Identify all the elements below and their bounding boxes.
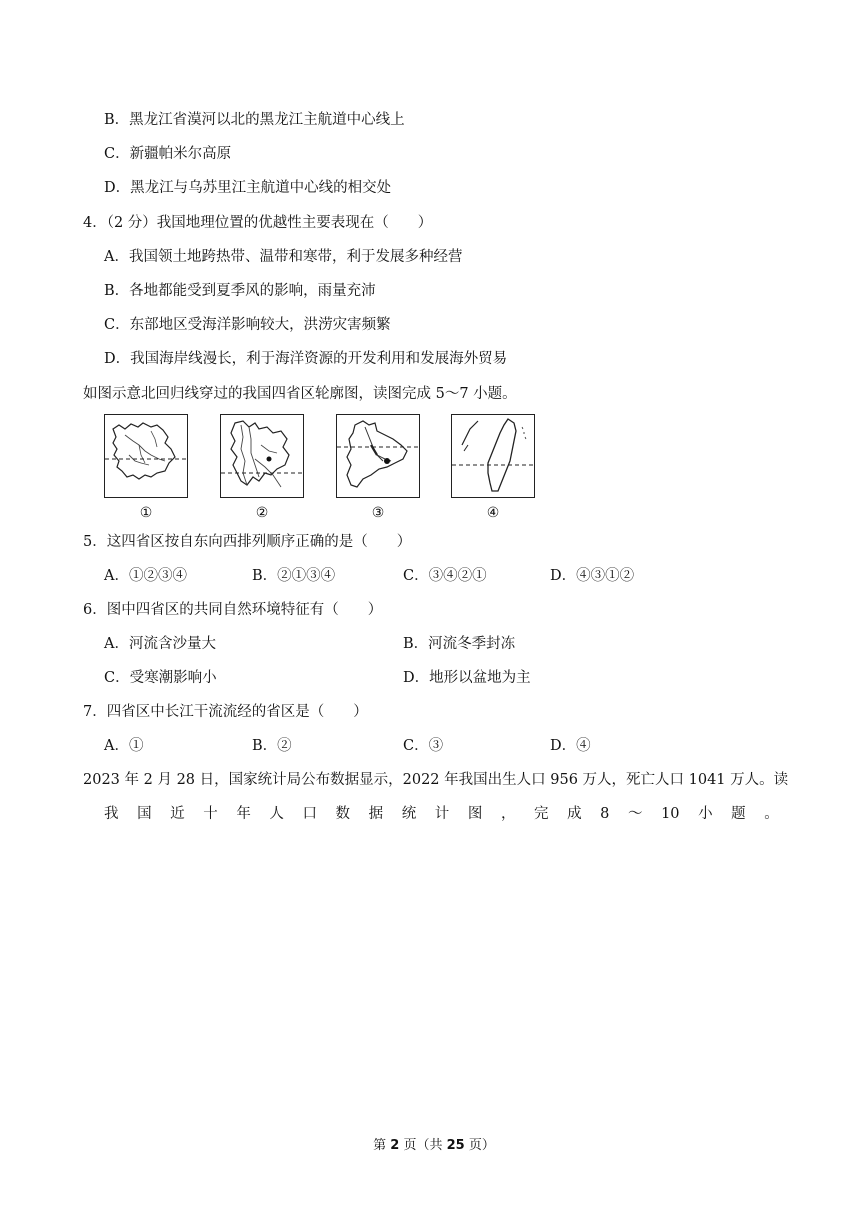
intro-8-10-token: 国	[137, 806, 152, 822]
footer-prefix: 第	[373, 1138, 391, 1153]
province-outline-maps	[0, 414, 868, 524]
intro-8-10-token: 8	[600, 806, 610, 822]
q4-stem: 4．（2 分）我国地理位置的优越性主要表现在（ ）	[83, 215, 433, 231]
map-1-outline	[105, 415, 186, 496]
footer-page-number: 2	[390, 1138, 400, 1153]
q3-option-d: D．黑龙江与乌苏里江主航道中心线的相交处	[104, 180, 392, 196]
q5-stem: 5．这四省区按自东向西排列顺序正确的是（ ）	[83, 534, 412, 550]
intro-8-10-token: 题	[731, 806, 746, 822]
q6-option-b: B．河流冬季封冻	[403, 636, 516, 652]
intro-8-10-token: ～	[627, 806, 643, 822]
map-4	[451, 414, 535, 498]
map-3-label: ③	[371, 505, 385, 521]
intro-8-10-line-2	[104, 804, 779, 824]
map-4-label: ④	[486, 505, 500, 521]
intro-8-10-token: 近	[170, 806, 185, 822]
q3-option-b: B．黑龙江省漠河以北的黑龙江主航道中心线上	[104, 112, 405, 128]
intro-8-10-token: 完	[534, 806, 549, 822]
intro-8-10-token: 统	[401, 806, 417, 822]
q6-option-a: A．河流含沙量大	[104, 636, 216, 652]
q4-option-b: B．各地都能受到夏季风的影响，雨量充沛	[104, 283, 376, 299]
map-3	[336, 414, 420, 498]
intro-8-10-token: 我	[104, 806, 119, 822]
q6-option-d: D．地形以盆地为主	[403, 670, 531, 686]
map-1-label: ①	[139, 505, 153, 521]
intro-8-10-token: 口	[302, 806, 317, 822]
intro-8-10-token: 成	[567, 806, 582, 822]
intro-questions-5-7: 如图示意北回归线穿过的我国四省区轮廓图，读图完成 5～7 小题。	[83, 386, 517, 402]
q5-option-b: B．②①③④	[252, 568, 336, 584]
map-2-label: ②	[255, 505, 269, 521]
intro-8-10-token: 数	[335, 806, 351, 822]
map-3-outline	[337, 415, 418, 496]
q4-option-d: D．我国海岸线漫长，利于海洋资源的开发利用和发展海外贸易	[104, 351, 508, 367]
q7-option-d: D．④	[550, 738, 591, 754]
q4-option-c: C．东部地区受海洋影响较大，洪涝灾害频繁	[104, 317, 391, 333]
intro-8-10-token: 。	[764, 806, 779, 822]
intro-8-10-token: 据	[368, 806, 384, 822]
q7-stem: 7．四省区中长江干流流经的省区是（ ）	[83, 704, 368, 720]
q5-option-a: A．①②③④	[104, 568, 187, 584]
q7-option-b: B．②	[252, 738, 292, 754]
q7-option-c: C．③	[403, 738, 444, 754]
intro-8-10-token: ，	[500, 806, 516, 822]
map-1	[104, 414, 188, 498]
page-footer	[0, 1137, 868, 1155]
q3-option-c: C．新疆帕米尔高原	[104, 146, 232, 162]
q4-option-a: A．我国领土地跨热带、温带和寒带，利于发展多种经营	[104, 249, 463, 265]
map-2	[220, 414, 304, 498]
q7-option-a: A．①	[104, 738, 144, 754]
map-4-outline	[452, 415, 533, 496]
q5-option-c: C．③④②①	[403, 568, 487, 584]
intro-8-10-token: 年	[236, 806, 251, 822]
intro-8-10-token: 人	[269, 806, 284, 822]
map-2-outline	[221, 415, 302, 496]
intro-8-10-token: 图	[467, 806, 483, 822]
intro-8-10-line-1: 2023 年 2 月 28 日，国家统计局公布数据显示，2022 年我国出生人口 956 万人，死亡人口 1041 万人。读	[83, 772, 789, 788]
footer-suffix: 页）	[464, 1138, 495, 1153]
footer-middle: 页（共	[399, 1138, 447, 1153]
q5-option-d: D．④③①②	[550, 568, 635, 584]
intro-8-10-token: 十	[203, 806, 218, 822]
intro-8-10-token: 10	[661, 806, 680, 822]
footer-total-pages: 25	[446, 1138, 465, 1153]
intro-8-10-token: 小	[698, 806, 713, 822]
q6-option-c: C．受寒潮影响小	[104, 670, 217, 686]
intro-8-10-token: 计	[434, 806, 450, 822]
q6-stem: 6．图中四省区的共同自然环境特征有（ ）	[83, 602, 383, 618]
